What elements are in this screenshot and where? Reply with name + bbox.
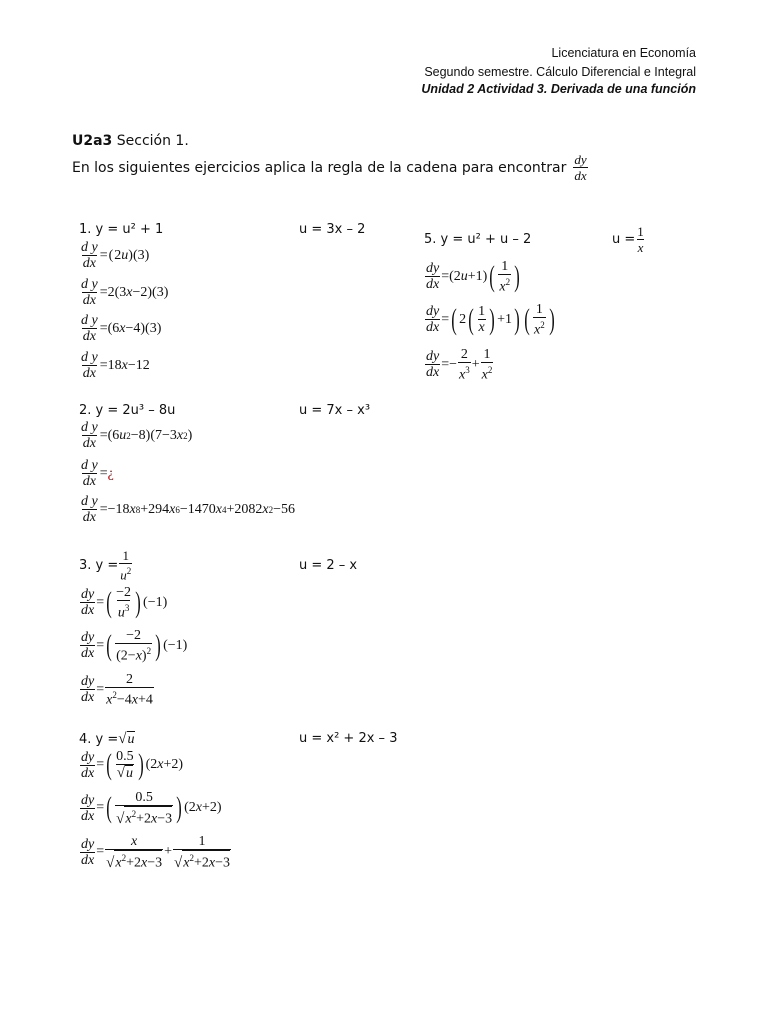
section-title: U2a3 Sección 1. (72, 133, 189, 149)
ex4-substitution: u = x² + 2x – 3 (299, 731, 398, 746)
ex4-function: 4. y = √ u (79, 731, 135, 747)
ex4-step-2: $\frac{dy}{dx}$ = ( 0.5 √ $x^2+2x-3$ ) (2 x +2) (81, 790, 222, 827)
ex3-function: 3. y = $\frac{1}{u^2}$ (79, 548, 132, 583)
ex2-red-mark: ¿ (107, 465, 114, 481)
ex4-step-1: $\frac{dy}{dx}$ = ( 0.5 √ u ) (2 x +2) (81, 748, 184, 781)
section-instructions: En los siguientes ejercicios aplica la regla de la cadena para encontrar $\frac{dy}{dx}$ (72, 152, 587, 183)
ex2-substitution: u = 7x – x³ (299, 403, 371, 418)
ex5-substitution: u = $\frac{1}{x}$ (612, 224, 644, 255)
ex5-step-3: $\frac{dy}{dx}$ =− $\frac{2}{x^3}$ + $\frac{1}{x^2}$ (426, 347, 493, 383)
ex4-step-3: $\frac{dy}{dx}$ = x √ $x^2+2x-3$ + 1 √ $x^2+2x-3$ (81, 834, 230, 871)
ex1-function: 1. y = u² + 1 (79, 222, 164, 237)
header-course: Segundo semestre. Cálculo Diferencial e Integral (424, 65, 696, 79)
ex1-substitution: u = 3x – 2 (299, 222, 366, 237)
ex2-step-3: $\frac{\text{d y}}{dx}$ =−18 x 8 +294 x 6 −1470 x 4 +2082 x 2 −56 (81, 494, 296, 525)
ex2-function: 2. y = 2u³ – 8u (79, 403, 176, 418)
ex3-step-1: $\frac{dy}{dx}$ = ( $\frac{-2}{u^3}$ ) (−1) (81, 585, 168, 621)
ex5-step-2: $\frac{dy}{dx}$ = ( 2 ( $\frac{1}{x}$ ) +1 ) ( $\frac{1}{x^2}$ ) (426, 302, 555, 338)
ex3-step-2: $\frac{dy}{dx}$ = ( $\frac{-2}{(2-x)^2}$ ) (−1) (81, 628, 188, 664)
header-program: Licenciatura en Economía (551, 46, 696, 60)
ex1-step-1: $\frac{\text{d y}}{dx}$ = ( 2 u )(3) (81, 240, 150, 271)
header-activity: Unidad 2 Actividad 3. Derivada de una función (421, 82, 696, 96)
ex2-step-1: $\frac{\text{d y}}{dx}$ =(6 u 2 −8)(7−3 x 2 ) (81, 420, 193, 451)
ex5-step-1: $\frac{dy}{dx}$ =(2 u +1) ( $\frac{1}{x^2}$ ) (426, 259, 520, 295)
ex3-step-3: $\frac{dy}{dx}$ = $\frac{2}{x^2-4x+4}$ (81, 672, 153, 708)
ex5-function: 5. y = u² + u – 2 (424, 232, 532, 247)
ex1-step-2: $\frac{\text{d y}}{dx}$ =2(3 x −2)(3) (81, 277, 169, 308)
ex3-substitution: u = 2 – x (299, 558, 358, 573)
ex2-step-2: $\frac{\text{d y}}{dx}$ = ¿ (81, 458, 114, 489)
ex1-step-3: $\frac{\text{d y}}{dx}$ =(6 x −4)(3) (81, 313, 162, 344)
section-code: U2a3 (72, 133, 113, 149)
ex1-step-4: $\frac{\text{d y}}{dx}$ =18 x −12 (81, 350, 150, 381)
